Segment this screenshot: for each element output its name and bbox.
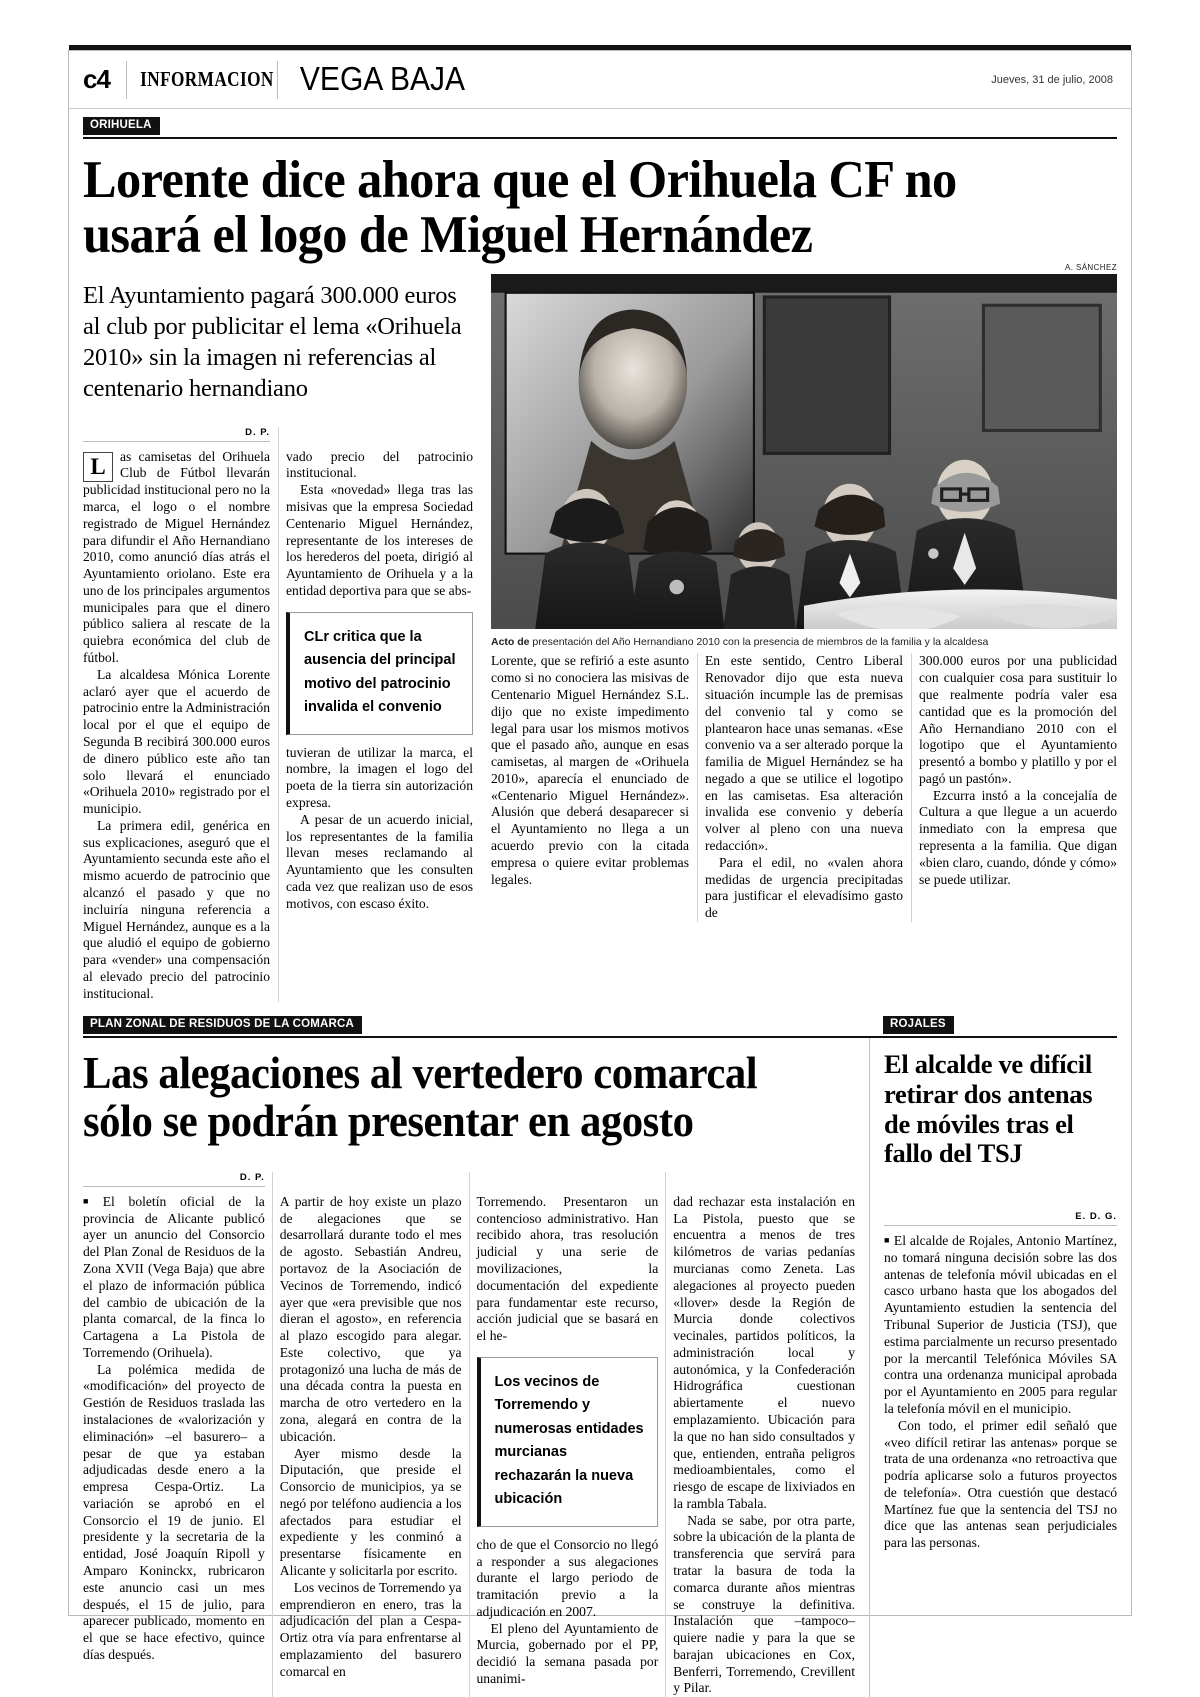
- paragraph: Torremendo. Presentaron un contencioso administrativo. Han recibido ahora, tras resolución judicial y una serie de movilizaciones, la documentación del expediente para fundamentar este recurso, acción judicial que se basará en el he-: [476, 1193, 659, 1344]
- paragraph: Lorente, que se refirió a este asunto como si no conociera las misivas de Centenario Miguel Hernández S.L. dijo que no existe impedimento legal para usar los mismos motivos que el pasado año, aunque en esas camisetas, al margen de «Orihuela 2010», aparecía el enunciado de «Centenario Miguel Hernández». Alusión que deberá desaparecer si el Ayuntamiento no llega a un acuerdo previo con la citada empresa o quiere evitar problemas legales.: [491, 653, 689, 887]
- article-photo: [491, 274, 1117, 629]
- byline-rule-3: [884, 1225, 1117, 1226]
- lead-right: [491, 263, 1117, 1002]
- paragraph: El pleno del Ayuntamiento de Murcia, gobernado por el PP, decidió la semana pasada por unanimi-: [476, 1620, 659, 1686]
- body-column-5-wrap: [919, 653, 1117, 922]
- a2-column-3: [477, 1194, 659, 1345]
- a2-column-3-wrap: [477, 1172, 659, 1697]
- paragraph: dad rechazar esta instalación en La Pistola, puesto que se encuentra a menos de tres kilómetros de varias pedanías murcianas como Zeneta. Las alegaciones al proyecto pueden «llover» desde la Región de Murcia donde colectivos vecinales, partidos políticos, la administración local y autonómica, y la Confederación Hidrográfica cuestionan abiertamente el nuevo emplazamiento. Ubicación para la que no han sido consultados y que, entienden, entraña peligros medioambientales, como el riesgo de escape de lixiviados en la rambla Tabala.: [673, 1193, 855, 1511]
- body-column-4-wrap: [705, 653, 903, 922]
- photo-illustration: [491, 274, 1117, 629]
- a2-column-1-wrap: [83, 1172, 265, 1697]
- paragraph: Con todo, el primer edil señaló que «veo difícil retirar las antenas» porque se trata de una ordenanza «no retroactiva que podría aplicarse solo a futuros proyectos de telefonía». Otra cuestión que destacó Martínez fue que la sentencia del TSJ no dice que las antenas sean perjudiciales para las personas.: [884, 1417, 1117, 1551]
- kicker-tag-orihuela[interactable]: ORIHUELA: [83, 117, 160, 135]
- caption-text: presentación del Año Hernandiano 2010 con la presencia de miembros de la familia y la alcaldesa: [529, 636, 989, 649]
- kicker-rule-bottom: [83, 1036, 1117, 1038]
- body-column-3: [491, 653, 689, 888]
- paragraph: Ezcurra instó a la concejalía de Cultura a que llegue a un acuerdo inmediato con la empresa que representa a la familia. Que digan «bien claro, cuando, dónde y cómo» se puede utilizar.: [919, 787, 1117, 887]
- paragraph: Los vecinos de Torremendo ya emprendieron en enero, tras la adjudicación del plan a Cespa-Ortiz otra vía para enfrentarse al emplazamiento del basurero comarcal en: [279, 1579, 462, 1679]
- lead-block: [83, 263, 1117, 1002]
- photo-credit: A. SÁNCHEZ: [1064, 263, 1117, 273]
- a2-column-3b: [477, 1537, 659, 1688]
- paragraph: Para el edil, no «valen ahora medidas de urgencia precipitadas para justificar el elevadísimo gasto de: [705, 854, 903, 921]
- paragraph: Nada se sabe, por otra parte, sobre la ubicación de la planta de transferencia que servirá para tratar la basura de toda la comarca durante años mientras se construye la definitiva. Instalación que –tampoco– quiere nadie y para la que se barajan ubicaciones en Cox, Benferri, Torremendo, Crevillent y Pilar.: [673, 1512, 855, 1696]
- paragraph: En este sentido, Centro Liberal Renovador dijo que esta nueva situación incumple las de premisas del convenio tal y como se plantearon hace unas semanas. «Ese convenio va a ser alterado porque la familia de Miguel Hernández se ha negado a que se utilice el logotipo en las camisetas. Esa alteración invalida ese convenio y debería volver al pleno con una nueva redacción».: [705, 653, 903, 853]
- article-rojales: [870, 1038, 1117, 1697]
- a3-column-1: [884, 1233, 1117, 1552]
- drop-cap: L: [83, 452, 113, 482]
- headline-rojales: El alcalde ve difícil retirar dos antenas de móviles tras el fallo del TSJ: [884, 1049, 1093, 1169]
- byline-rojales: E. D. G.: [1075, 1211, 1117, 1223]
- paragraph: vado precio del patrocinio institucional.: [286, 448, 473, 481]
- kicker-tag-plan-zonal[interactable]: PLAN ZONAL DE RESIDUOS DE LA COMARCA: [83, 1016, 362, 1034]
- body-column-2b: [286, 745, 473, 913]
- article1-lower-columns: [491, 653, 1117, 922]
- caption-lead: Acto de: [491, 636, 530, 649]
- top-black-bar: [69, 45, 1131, 50]
- masthead: [69, 51, 1131, 109]
- page-sheet: [68, 50, 1132, 1696]
- byline-rule-2: [83, 1186, 265, 1187]
- paragraph: [83, 449, 270, 667]
- paragraph-text: El boletín oficial de la provincia de Alicante publicó ayer un anuncio del Consorcio del Plan Zonal de Residuos de la Zona XVII (Vega Baja) que abre el plazo de información pública del cambio de ubicación de la planta comarcal, de la finca lo Cartagena a La Pistola de Torremendo (Orihuela).: [83, 1193, 265, 1360]
- paragraph: A pesar de un acuerdo inicial, los representantes de la familia llevan meses reclamando al Ayuntamiento que les consulten cada vez que realizan uso de esos motivos, con escaso éxito.: [286, 811, 473, 911]
- pullquote-orihuela: CLr critica que la ausencia del principal motivo del patrocinio invalida el convenio: [286, 612, 473, 735]
- paragraph: Ayer mismo desde la Diputación, que preside el Consorcio de municipios, ya se negó por teléfono audiencia a los afectados para estudiar el expediente y les conminó a presentarse físicamente en Alicante y solicitarla por escrito.: [279, 1445, 462, 1578]
- article-plan-zonal: [83, 1038, 870, 1697]
- kicker-row-bottom: [83, 1016, 1117, 1038]
- body-column-5: [919, 653, 1117, 888]
- kicker-tag-rojales[interactable]: ROJALES: [883, 1016, 954, 1034]
- lead-column-2: [286, 427, 473, 1003]
- a2-column-4: [673, 1194, 855, 1697]
- paragraph: A partir de hoy existe un plazo de alegaciones que se desarrollará durante todo el mes de agosto. Sebastián Andreu, portavoz de la Asociación de Vecinos de Torremendo, indicó ayer que «era previsible que nos dieran el agosto», en referencia al plazo escogido para alegar. Este colectivo, que ya protagonizó una lucha de más de una década contra la puesta en marcha de otro vertedero en la zona, alegará en contra de la ubicación.: [279, 1193, 462, 1444]
- a2-column-4-wrap: [673, 1172, 855, 1697]
- article-orihuela: [69, 109, 1131, 1697]
- section-title: VEGA BAJA: [299, 60, 465, 98]
- paragraph: La alcaldesa Mónica Lorente aclaró ayer que el acuerdo de patrocinio entre la Administración local por el que el equipo de Segunda B recibirá 300.000 euros de dinero público este año tan solo llevará el enunciado «Orihuela 2010» registrado por el municipio.: [83, 666, 270, 817]
- paragraph: [83, 1194, 265, 1362]
- headline-orihuela: Lorente dice ahora que el Orihuela CF no usará el logo de Miguel Hernández: [83, 151, 957, 265]
- paragraph-text: as camisetas del Orihuela Club de Fútbol llevarán publicidad institucional pero no la marca, el logo o el nombre registrado de Miguel Hernández para difundir el Año Hernandiano 2010, como anunció días atrás el Ayuntamiento oriolano. Este era uno de los principales argumentos municipales para que el dinero público saliera al rescate de la quiebra económica del club de fútbol.: [83, 448, 270, 666]
- kicker-row-orihuela: [83, 117, 1117, 139]
- bottom-section: [83, 1038, 1117, 1697]
- article2-columns: [83, 1172, 855, 1697]
- byline-rule: [83, 441, 270, 442]
- square-bullet-icon: ■: [83, 1195, 99, 1206]
- a2-column-1: [83, 1194, 265, 1664]
- paragraph-text: El alcalde de Rojales, Antonio Martínez, no tomará ninguna decisión sobre las dos antenas de telefonía móvil ubicadas en el casco urbano hasta que los abogados del Ayuntamiento estudien la sentencia del Tribunal Superior de Justicia (TSJ), que estima parcialmente un recurso presentado por la mercantil Telefónica Móviles SA contra una ordenanza municipal aprobada por el Ayuntamiento en 2005 para regular la telefonía móvil en el municipio.: [884, 1233, 1117, 1416]
- body-column-3-wrap: [491, 653, 689, 922]
- page-folio: c4: [83, 64, 110, 94]
- lead-text-columns: [83, 427, 473, 1003]
- subheadline-orihuela: El Ayuntamiento pagará 300.000 euros al club por publicitar el lema «Orihuela 2010» sin la imagen ni referencias al centenario hernandiano: [83, 282, 462, 402]
- body-column-2: [286, 449, 473, 600]
- paragraph: La primera edil, genérica en sus explicaciones, aseguró que el Ayuntamiento secunda este año el mismo acuerdo de patrocinio que alcanzó el pasado y que no incluiría ninguna referencia a Miguel Hernández, aunque es a la que aludió el equipo de gobierno para «vender» una compensación al elevado precio del patrocinio institucional.: [83, 817, 270, 1001]
- paragraph: 300.000 euros por una publicidad con cualquier cosa para sustituir lo que realmente podría valer esa cantidad que es la promoción del Año Hernandiano 2010 con el logotipo que el Ayuntamiento presentó a bombo y platillo y por el pagó un pastón».: [919, 653, 1117, 786]
- paragraph: cho de que el Consorcio no llegó a responder a sus alegaciones durante el largo periodo de tramitación previo a la adjudicación en 2007.: [476, 1536, 659, 1619]
- square-bullet-icon: ■: [884, 1235, 890, 1246]
- kicker-rule: [83, 137, 1117, 139]
- newspaper-brand: INFORMACION: [140, 67, 274, 91]
- paragraph: [884, 1233, 1117, 1418]
- body-column-4: [705, 653, 903, 922]
- a2-column-2-wrap: [280, 1172, 462, 1697]
- lead-column-1: [83, 427, 270, 1003]
- byline-plan-zonal: D. P.: [239, 1171, 265, 1183]
- headline-plan-zonal: Las alegaciones al vertedero comarcal sólo se podrán presentar en agosto: [83, 1048, 758, 1147]
- lead-left: [83, 263, 473, 1002]
- publication-date: Jueves, 31 de julio, 2008: [991, 73, 1113, 86]
- paragraph: Esta «novedad» llega tras las misivas que la empresa Sociedad Centenario Miguel Hernández, representante de los intereses de los herederos del poeta, dirigió al Ayuntamiento de Orihuela y a la entidad deportiva para que se abs-: [286, 482, 473, 598]
- body-column-1: [83, 449, 270, 1003]
- brand-wrap: [127, 67, 277, 92]
- byline-orihuela: D. P.: [245, 426, 270, 438]
- paragraph: tuvieran de utilizar la marca, el nombre, la imagen el logo del poeta de la tierra sin autorización expresa.: [286, 744, 473, 810]
- a2-column-2: [280, 1194, 462, 1681]
- paragraph: La polémica medida de «modificación» del proyecto de Gestión de Residuos traslada las instalaciones de «valorización y eliminación» –el basurero– a pesar de que ya estaban adjudicadas desde enero a la empresa Cespa-Ortiz. La variación se aprobó en el Consorcio el 19 de junio. El presidente y la secretaria de la entidad, José Joaquín Ripoll y Amparo Koninckx, rubricaron este anuncio casi un mes después, el 15 de julio, para aparecer publicado, momento en el que se hace efectivo, quince días después.: [83, 1361, 265, 1662]
- pullquote-plan-zonal: Los vecinos de Torremendo y numerosas entidades murcianas rechazarán la nueva ubicación: [477, 1357, 659, 1527]
- photo-caption: [491, 629, 1117, 649]
